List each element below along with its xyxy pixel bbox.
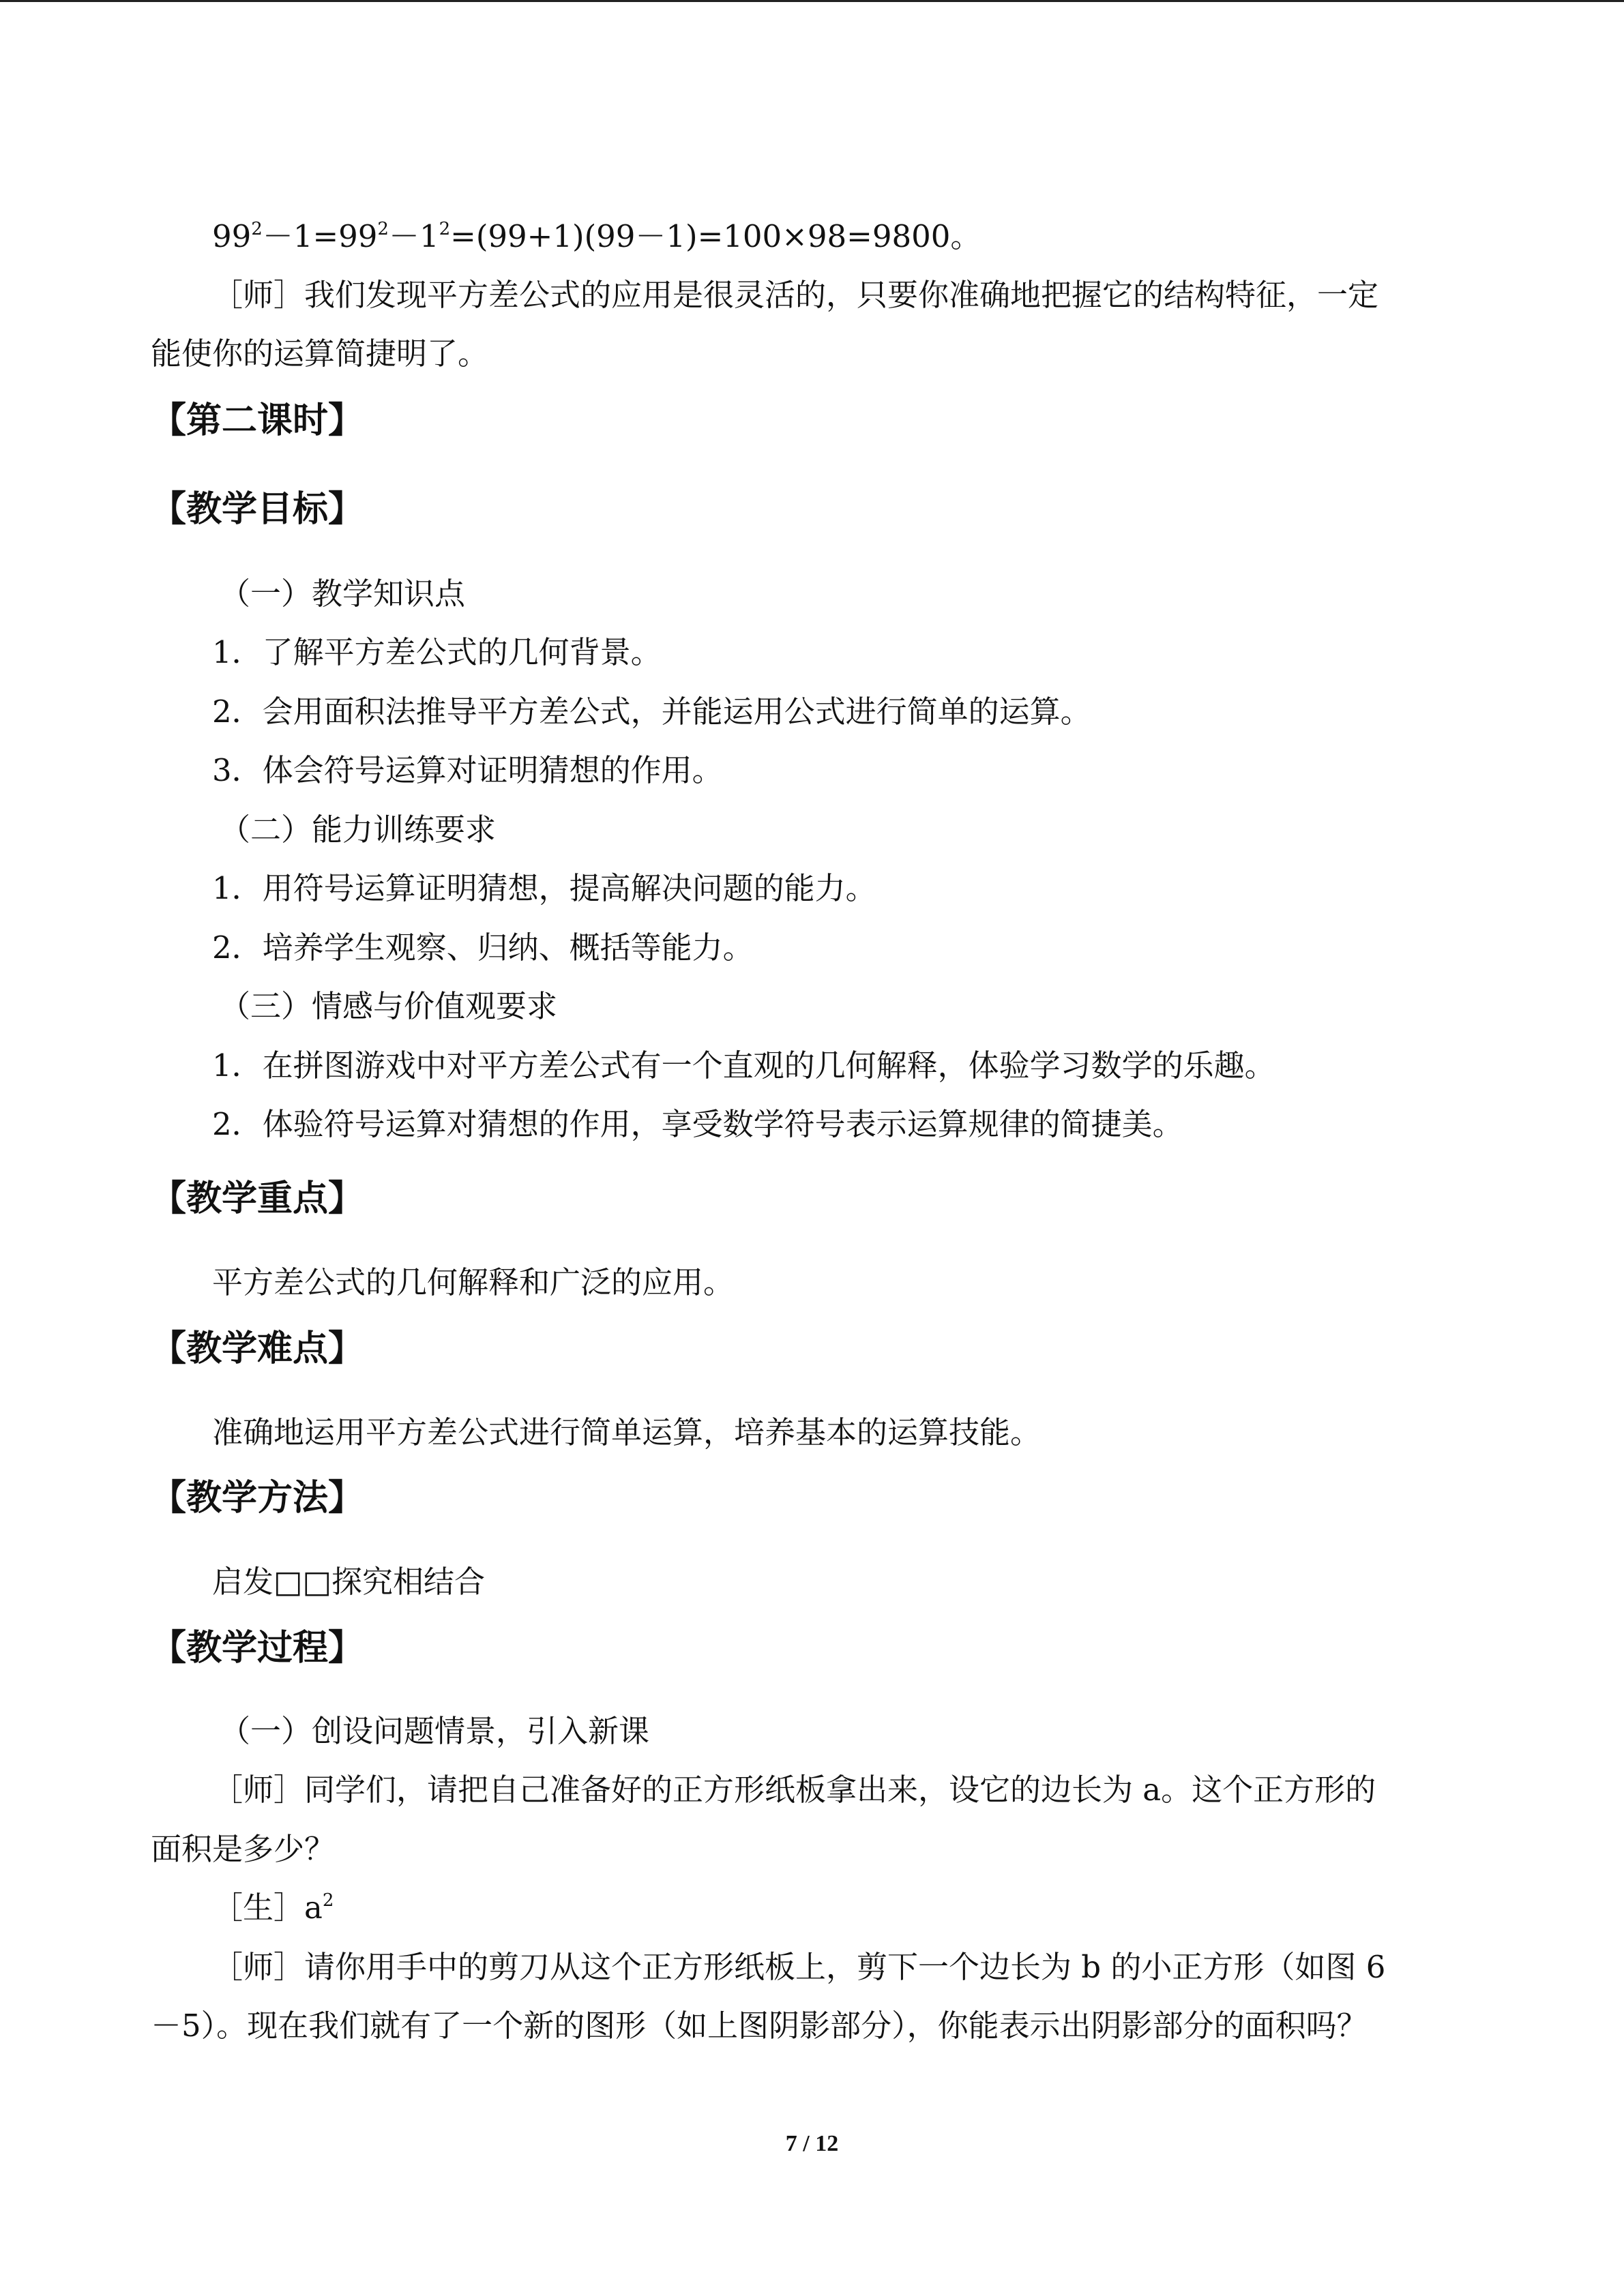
goal-item: 1．了解平方差公式的几何背景。: [212, 634, 662, 670]
heading-lesson2: 【第二课时】: [151, 400, 364, 441]
process-paragraph-line: －5）。现在我们就有了一个新的图形（如上图阴影部分），你能表示出阴影部分的面积吗？: [151, 2008, 1368, 2044]
paragraph-line: ［师］我们发现平方差公式的应用是很灵活的，只要你准确地把握它的结构特征，一定: [212, 277, 1379, 313]
key-points-text: 平方差公式的几何解释和广泛的应用。: [212, 1264, 735, 1300]
goal-item: 2．培养学生观察、归纳、概括等能力。: [212, 929, 754, 966]
goal-section-title: （三）情感与价值观要求: [220, 988, 558, 1024]
goal-item: 1．在拼图游戏中对平方差公式有一个直观的几何解释，体验学习数学的乐趣。: [212, 1047, 1275, 1084]
top-border: [0, 0, 1624, 2]
page-number: 7 / 12: [785, 2131, 839, 2156]
goal-section-title: （二）能力训练要求: [220, 811, 497, 848]
process-section-title: （一）创设问题情景，引入新课: [220, 1713, 650, 1749]
difficulty-text: 准确地运用平方差公式进行简单运算，培养基本的运算技能。: [212, 1414, 1042, 1450]
heading-key-points: 【教学重点】: [151, 1178, 364, 1219]
heading-goals: 【教学目标】: [151, 489, 364, 530]
equation-line: $99^2-1=99^2-1^2=(99+1)(99-1)=100\times 98=9800$。: [212, 218, 981, 254]
paragraph-line: 能使你的运算简捷明了。: [151, 336, 489, 372]
goal-section-title: （一）教学知识点: [220, 576, 466, 612]
process-paragraph-line: ［师］请你用手中的剪刀从这个正方形纸板上，剪下一个边长为 b 的小正方形（如图 6: [212, 1949, 1386, 1985]
heading-process: 【教学过程】: [151, 1628, 364, 1669]
process-paragraph-line: 面积是多少？: [151, 1831, 336, 1867]
method-text: 启发□□探究相结合: [212, 1564, 486, 1600]
goal-item: 1．用符号运算证明猜想，提高解决问题的能力。: [212, 870, 876, 906]
goal-item: 2．会用面积法推导平方差公式，并能运用公式进行简单的运算。: [212, 694, 1091, 730]
process-paragraph-line: ［师］同学们，请把自己准备好的正方形纸板拿出来，设它的边长为 a。这个正方形的: [212, 1772, 1376, 1808]
goal-item: 3．体会符号运算对证明猜想的作用。: [212, 752, 723, 788]
heading-difficulty: 【教学难点】: [151, 1328, 364, 1369]
student-answer: ［生$]a^2$: [212, 1890, 334, 1926]
heading-method: 【教学方法】: [151, 1478, 364, 1519]
goal-item: 2．体验符号运算对猜想的作用，享受数学符号表示运算规律的简捷美。: [212, 1106, 1183, 1142]
